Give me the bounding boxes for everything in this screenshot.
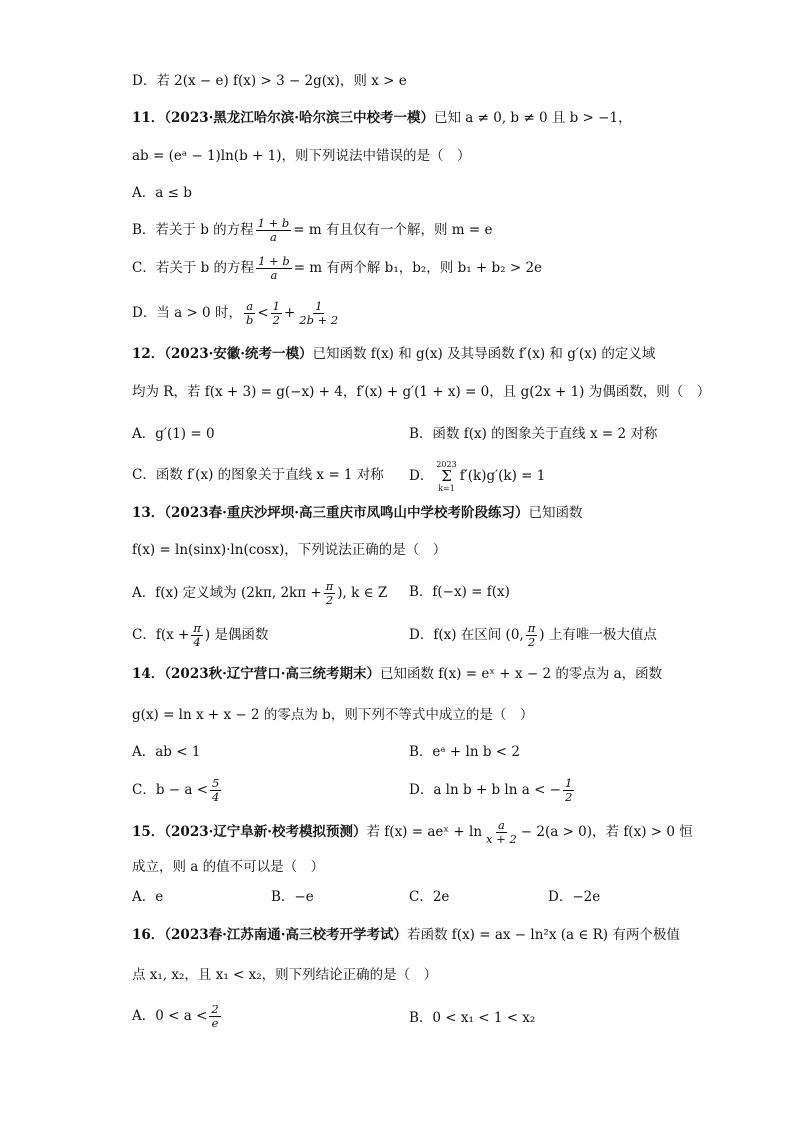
q15-option-c: C．2e: [409, 889, 450, 905]
q15-text-post: − 2(a > 0)，若 f(x) > 0 恒: [520, 824, 693, 840]
q13-d-fraction: [526, 622, 538, 649]
q15-text: 若 f(x) = aeˣ + ln: [366, 824, 483, 840]
q13-c-text: C．f(x +: [132, 627, 190, 643]
q13-c-fraction: [191, 622, 203, 649]
q11-b-den: a: [270, 230, 277, 244]
q14-option-c: [132, 777, 223, 804]
q14-c-text: C．b − a <: [132, 782, 209, 798]
q11-d-text: D．当 a > 0 时，: [132, 305, 242, 321]
q13-c-post: ) 是偶函数: [204, 627, 269, 643]
q16-option-a: [132, 1003, 223, 1030]
q11-c-post: = m 有两个解 b₁，b₂，则 b₁ + b₂ > 2e: [293, 260, 543, 276]
q11-d-f3-den: 2b + 2: [299, 313, 339, 327]
q11-b-fraction: [256, 217, 292, 244]
q10-option-d: D．若 2(x − e) f(x) > 3 − 2g(x)，则 x > e: [132, 73, 407, 89]
q11-option-d: [132, 300, 342, 327]
q15-option-a: A．e: [132, 889, 164, 905]
q13-d-post: ) 上有唯一极大值点: [539, 627, 657, 643]
q13-a-text: A．f(x) 定义域为 (2kπ, 2kπ +: [132, 585, 322, 601]
q11-option-b: [132, 217, 492, 244]
q15-num: a: [497, 818, 505, 832]
q12-d-summation: [436, 460, 456, 493]
q13-option-a: [132, 580, 387, 607]
q12-d-expr: f′(k)g′(k) = 1: [459, 468, 546, 484]
q14-d-num: 1: [565, 776, 573, 790]
q11-d-f1-num: a: [246, 299, 254, 313]
q12-option-d: [409, 460, 545, 493]
q12-option-b: B．函数 f(x) 的图象关于直线 x = 2 对称: [409, 426, 658, 442]
q13-stem: [132, 503, 583, 523]
q12-option-c: C．函数 f′(x) 的图象关于直线 x = 1 对称: [132, 467, 384, 483]
q11-d-frac1: [244, 300, 255, 327]
q13-option-d: [409, 622, 657, 649]
q13-d-den: 2: [527, 635, 536, 649]
q12-text: 已知函数 f(x) 和 g(x) 及其导函数 f′(x) 和 g′(x) 的定义域: [312, 346, 656, 362]
q14-d-den: 2: [565, 790, 573, 804]
q16-a-fraction: [209, 1003, 220, 1030]
q11-d-f2-den: 2: [272, 313, 280, 327]
q11-text: 已知 a ≠ 0, b ≠ 0 且 b > −1，: [434, 110, 632, 126]
q11-d-plus: +: [283, 305, 296, 321]
q11-c-num: 1 + b: [258, 254, 290, 268]
q13-text: 已知函数: [528, 505, 583, 521]
q11-c-text: C．若关于 b 的方程: [132, 260, 255, 276]
q11-c-fraction: [256, 255, 292, 282]
q15-source: 15．（2023·辽宁阜新·校考模拟预测）: [132, 824, 367, 840]
q15-option-d: D．−2e: [548, 889, 601, 905]
q13-a-fraction: [324, 580, 336, 607]
q15-den: x + 2: [486, 832, 517, 846]
q14-text: 已知函数 f(x) = eˣ + x − 2 的零点为 a，函数: [380, 666, 663, 682]
q16-source: 16．（2023春·江苏南通·高三校考开学考试）: [132, 927, 408, 943]
q11-d-frac3: [297, 300, 340, 327]
q11-d-lt: <: [257, 305, 269, 321]
q13-a-post: ), k ∈ Z: [337, 585, 388, 601]
q14-d-fraction: [563, 777, 574, 804]
q13-d-num: π: [527, 621, 536, 635]
q14-c-num: 5: [212, 776, 220, 790]
q12-d-sum-bottom: k=1: [438, 484, 455, 493]
q12-option-a: A．g′(1) = 0: [132, 426, 215, 442]
q16-a-den: e: [211, 1016, 219, 1030]
q12-d-sum-top: 2023: [436, 460, 457, 469]
q13-option-b: B．f(−x) = f(x): [409, 584, 510, 600]
q11-source: 11．（2023·黑龙江哈尔滨·哈尔滨三中校考一模）: [132, 110, 435, 126]
q16-a-text: A．0 < a <: [132, 1008, 208, 1024]
q14-c-den: 4: [212, 790, 220, 804]
q13-c-den: 4: [193, 635, 201, 649]
q16-text: 若函数 f(x) = ax − ln²x (a ∈ R) 有两个极值: [407, 927, 680, 943]
q11-c-den: a: [270, 268, 278, 282]
q16-option-b: B．0 < x₁ < 1 < x₂: [409, 1010, 536, 1026]
q15-option-b: B．−e: [271, 889, 314, 905]
q15-stem: [132, 819, 693, 846]
q13-a-num: π: [325, 579, 334, 593]
q12-stem-line2: 均为 R，若 f(x + 3) = g(−x) + 4，f′(x) + g′(1 + x) = 0，且 g(2x + 1) 为偶函数，则（ ）: [132, 384, 711, 400]
q16-stem: [132, 925, 680, 945]
q14-option-a: A．ab < 1: [132, 744, 201, 760]
q15-stem-line2: 成立，则 a 的值不可以是（ ）: [132, 859, 325, 875]
q14-stem: [132, 664, 662, 684]
q14-option-d: [409, 777, 576, 804]
q11-option-c: [132, 255, 542, 282]
q11-d-f2-num: 1: [272, 299, 280, 313]
q11-b-text: B．若关于 b 的方程: [132, 222, 254, 238]
q13-a-den: 2: [325, 593, 334, 607]
q13-source: 13．（2023春·重庆沙坪坝·高三重庆市凤鸣山中学校考阶段练习）: [132, 505, 529, 521]
q14-option-b: B．eᵃ + ln b < 2: [409, 744, 520, 760]
q14-d-text: D．a ln b + b ln a < −: [409, 782, 561, 798]
q14-c-fraction: [210, 777, 221, 804]
sigma-icon: Σ: [441, 467, 452, 485]
q11-b-post: = m 有且仅有一个解，则 m = e: [293, 222, 493, 238]
q12-stem: [132, 344, 655, 364]
q16-stem-line2: 点 x₁, x₂，且 x₁ < x₂，则下列结论正确的是（ ）: [132, 967, 438, 983]
q13-option-c: [132, 622, 268, 649]
q15-fraction: [484, 819, 519, 846]
q11-stem: [132, 108, 632, 128]
q13-c-num: π: [193, 621, 201, 635]
q11-b-num: 1 + b: [257, 216, 290, 230]
q14-stem-line2: g(x) = ln x + x − 2 的零点为 b，则下列不等式中成立的是（ ）: [132, 707, 534, 723]
q14-source: 14．（2023秋·辽宁营口·高三统考期末）: [132, 666, 381, 682]
q11-d-f3-num: 1: [315, 299, 323, 313]
q13-d-text: D．f(x) 在区间 (0,: [409, 627, 524, 643]
q11-stem-line2: ab = (eᵃ − 1)ln(b + 1)，则下列说法中错误的是（ ）: [132, 148, 471, 164]
q11-d-frac2: [271, 300, 282, 327]
q12-source: 12．（2023·安徽·统考一模）: [132, 346, 313, 362]
q12-d-label: D．: [409, 468, 434, 484]
q16-a-num: 2: [211, 1002, 219, 1016]
q13-stem-line2: f(x) = ln(sinx)·ln(cosx)，下列说法正确的是（ ）: [132, 542, 447, 558]
q11-d-f1-den: b: [245, 313, 254, 327]
q11-option-a: A．a ≤ b: [132, 185, 192, 201]
